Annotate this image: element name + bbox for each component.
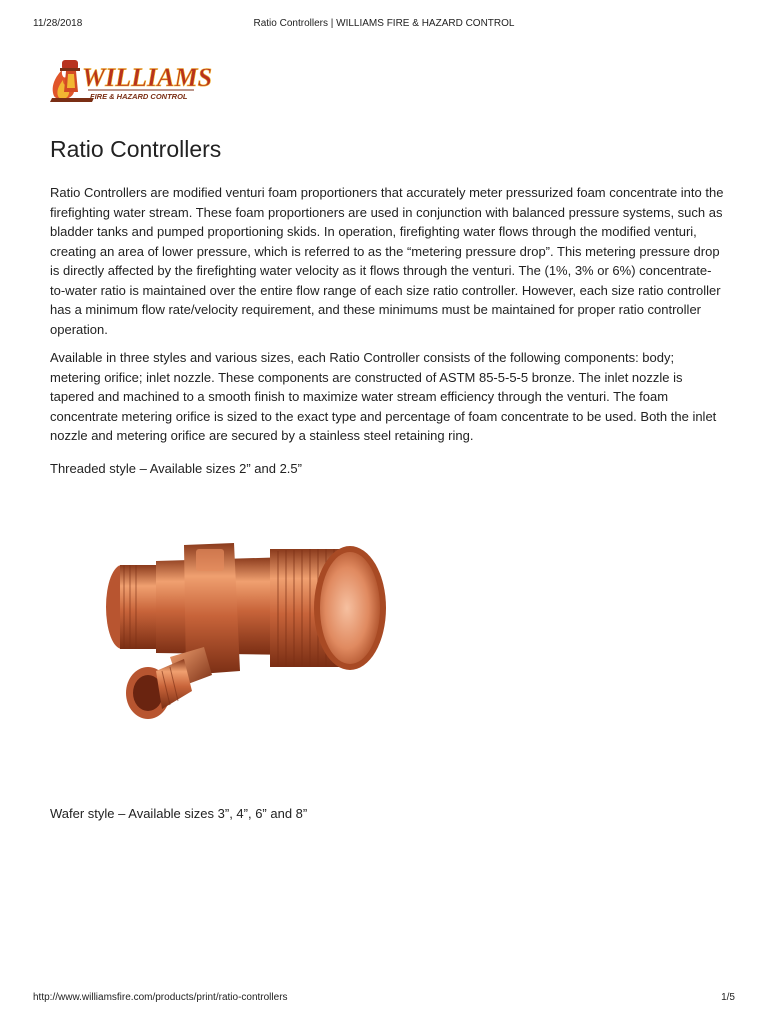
threaded-style-caption: Threaded style – Available sizes 2” and 2.5” xyxy=(50,460,302,476)
logo-wordmark: WILLIAMS xyxy=(82,63,213,92)
article-body xyxy=(50,183,726,487)
print-header xyxy=(0,18,768,32)
page-title: Ratio Controllers xyxy=(50,136,222,162)
threaded-ratio-controller-image xyxy=(100,535,395,725)
logo-tagline: FIRE & HAZARD CONTROL xyxy=(90,92,188,101)
williams-logo-graphic xyxy=(48,52,213,108)
print-page-title: Ratio Controllers | WILLIAMS FIRE & HAZARD CONTROL xyxy=(253,18,515,29)
williams-logo[interactable] xyxy=(48,52,213,108)
intro-paragraph: Ratio Controllers are modified venturi foam proportioners that accurately meter pressurized foam concentrate into the firefighting water stream. These foam proportioners are used in conjunction with balanced pressure systems, such as bladder tanks and pumped proportioning skids. In operation, firefighting water flows through the modified venturi, creating an area of lower pressure, which is referred to as the “metering pressure drop”. This metering pressure drop is directly affected by the firefighting water velocity as it flows through the venturi. The (1%, 3% or 6%) concentrate-to-water ratio is maintained over the entire flow range of each size ratio controller. However, each size ratio controller has a minimum flow rate/velocity requirement, and these minimums must be maintained for proper ratio controller operation. xyxy=(50,185,724,337)
print-date: 11/28/2018 xyxy=(33,18,83,29)
wafer-style-caption: Wafer style – Available sizes 3”, 4”, 6” and 8” xyxy=(50,806,308,821)
components-paragraph: Available in three styles and various sizes, each Ratio Controller consists of the following components: body; metering orifice; inlet nozzle. These components are constructed of ASTM 85-5-5-5 bronze. The inlet nozzle is tapered and machined to a smooth finish to maximize water stream efficiency through the venturi. The foam concentrate metering orifice is sized to the exact type and percentage of foam concentrate to be used. Both the inlet nozzle and metering orifice are secured by a stainless steel retaining ring. xyxy=(50,350,717,443)
print-footer xyxy=(0,992,768,1006)
page-number: 1/5 xyxy=(721,992,735,1003)
print-url[interactable]: http://www.williamsfire.com/products/print/ratio-controllers xyxy=(33,992,288,1003)
